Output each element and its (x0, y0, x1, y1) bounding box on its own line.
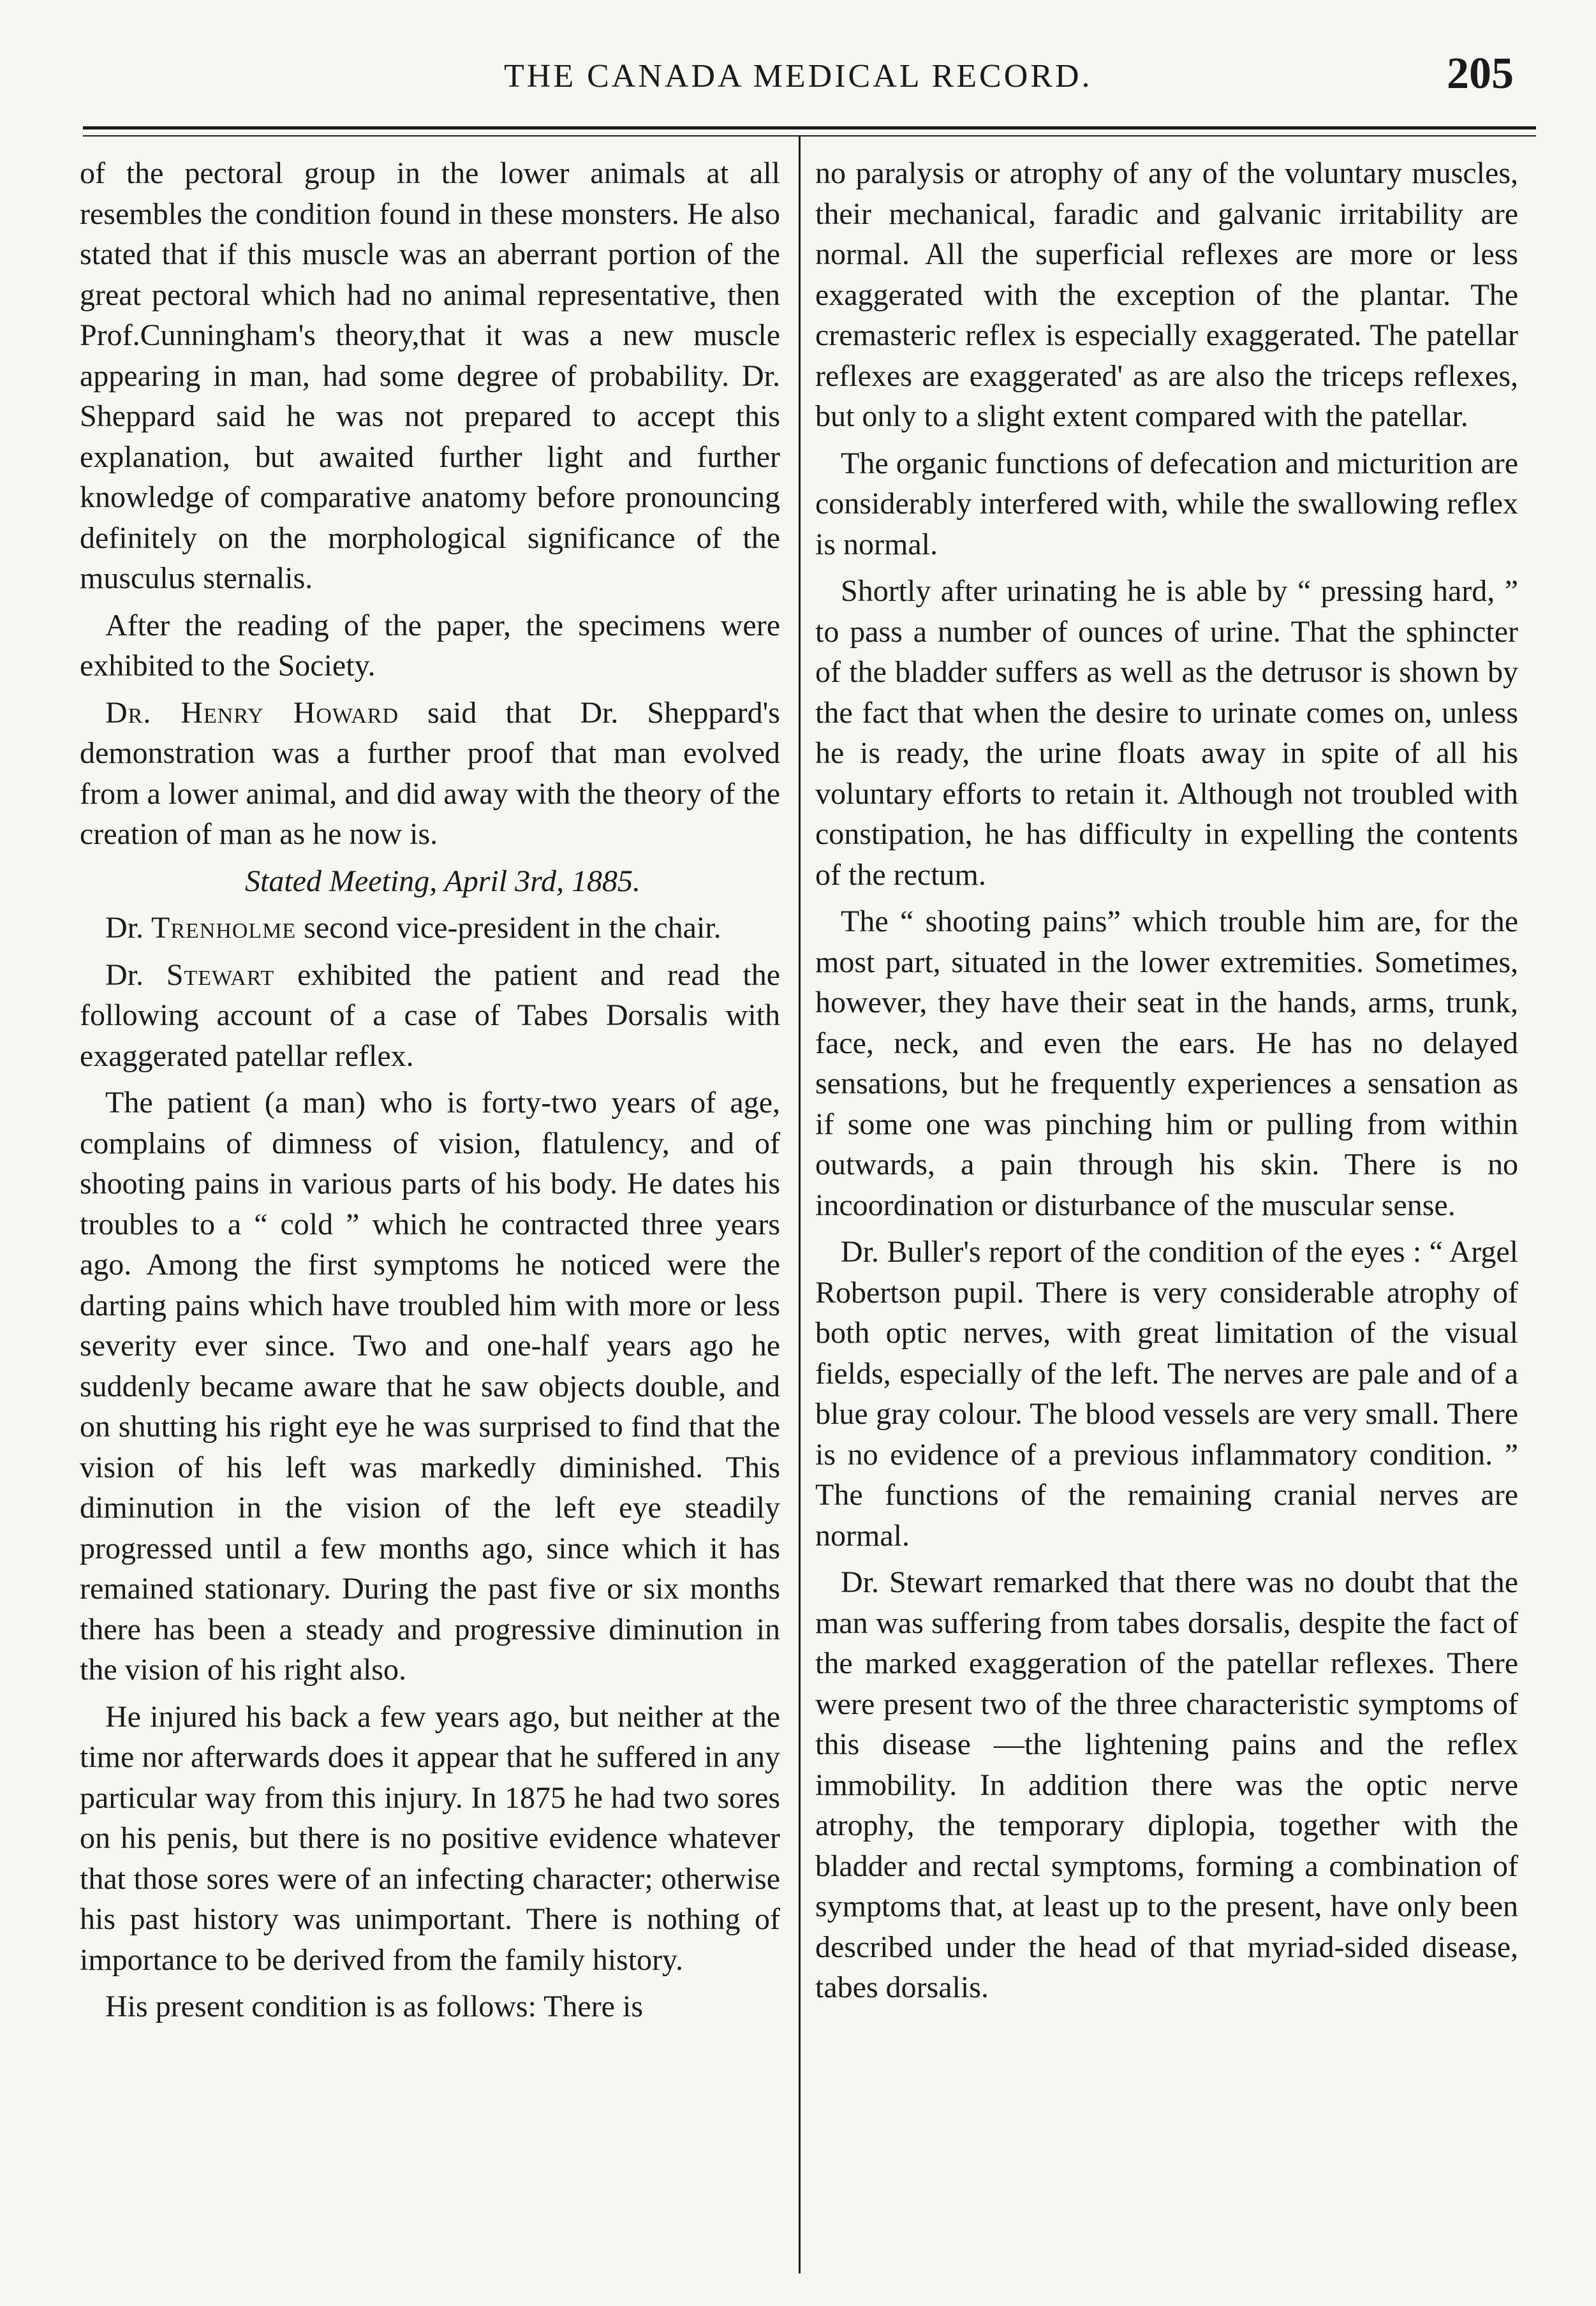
paragraph: He injured his back a few years ago, but neither at the time nor afterwards does it appear that he suffered in any particular way from this injury. In 1875 he had two sores on his penis, but there is no positive evidence whatever that those sores were of an infecting character; otherwise his past history was unimportant. There is nothing of importance to be derived from the family history. (80, 1699, 780, 1977)
paragraph (80, 693, 780, 855)
right-column (815, 153, 1518, 2014)
paragraph: Shortly after urinating he is able by “ pressing hard, ” to pass a number of ounces of urine. That the sphincter of the bladder suffers as well as the detrusor is shown by the fact that when the desire to urinate comes on, unless he is ready, the urine floats away in spite of all his voluntary efforts to retain it. Although not troubled with constipation, he has difficulty in expelling the contents of the rectum. (815, 574, 1518, 892)
paragraph: The “ shooting pains” which trouble him are, for the most part, situated in the lower extremities. Sometimes, however, they have their seat in the hands, arms, trunk, face, neck, and even the ears. He has no delayed sensations, but he frequently experiences a sensation as if some one was pinching him or pulling from within outwards, a pain through his skin. There is no incoordination or disturbance of the muscular sense. (815, 905, 1518, 1222)
column-divider (799, 137, 801, 2273)
paragraph-text: said that Dr. Sheppard's demonstration was a further proof that man evolved from a lower animal, and did away with the theory of the creation of man as he now is. (80, 695, 780, 851)
speaker-name: Dr. Henry Howard (105, 695, 399, 730)
journal-title: THE CANADA MEDICAL RECORD. (504, 58, 1093, 94)
running-head (0, 40, 1596, 103)
paragraph: no paralysis or atrophy of any of the voluntary muscles, their mechanical, faradic and galvanic irritability are normal. All the superficial reflexes are more or less exaggerated with the exception of the plantar. The cremasteric reflex is especially exaggerated. The patellar reflexes are exaggerated' as are also the triceps reflexes, but only to a slight extent compared with the patellar. (815, 156, 1518, 433)
paragraph: The organic functions of defecation and micturition are considerably interfered with, while the swallowing reflex is normal. (815, 446, 1518, 561)
speaker-prefix: Dr. (105, 911, 151, 945)
header-rule-thin (83, 135, 1536, 137)
paragraph (80, 955, 780, 1077)
header-rule-thick (83, 126, 1536, 129)
paragraph: His present condition is as follows: There is (105, 1990, 643, 2023)
paragraph: Dr. Buller's report of the condition of the eyes : “ Argel Robertson pupil. There is very considerable atrophy of both optic nerves, with great limitation of the visual fields, especially of the left. The nerves are pale and of a blue gray colour. The blood vessels are very small. There is no evidence of a previous inflammatory condition. ” The functions of the remaining cranial nerves are normal. (815, 1235, 1518, 1553)
paragraph: After the reading of the paper, the specimens were exhibited to the Society. (80, 608, 780, 683)
paragraph: The patient (a man) who is forty-two years of age, complains of dimness of vision, flatulency, and of shooting pains in various parts of his body. He dates his troubles to a “ cold ” which he contracted three years ago. Among the first symptoms he noticed were the darting pains which have troubled him with more or less severity ever since. Two and one-half years ago he suddenly became aware that he saw objects double, and on shutting his right eye he was surprised to find that the vision of his left was markedly diminished. This diminution in the vision of the left eye steadily progressed until a few months ago, since which it has remained stationary. During the past five or six months there has been a steady and progressive diminution in the vision of his right also. (80, 1086, 780, 1687)
speaker-prefix: Dr. (105, 957, 166, 992)
paragraph-text: exhibited the patient and read the following account of a case of Tabes Dorsalis with exaggerated patellar reflex. (80, 957, 781, 1073)
paragraph (80, 908, 780, 949)
page-number: 205 (1447, 49, 1514, 98)
speaker-name: Stewart (166, 957, 275, 992)
paragraph-text: second vice-president in the chair. (296, 911, 721, 945)
speaker-name: Trenholme (151, 911, 297, 945)
left-column (80, 153, 780, 2034)
paragraph: Dr. Stewart remarked that there was no doubt that the man was suffering from tabes dorsalis, despite the fact of the marked exaggeration of the patellar reflexes. There were present two of the three characteristic symptoms of this disease —the lightening pains and the reflex immobility. In addition there was the optic nerve atrophy, the temporary diplopia, together with the bladder and rectal symptoms, forming a combination of symptoms that, at least up to the present, have only been described under the head of that myriad-sided disease, tabes dorsalis. (815, 1565, 1518, 2004)
paragraph: of the pectoral group in the lower animals at all resembles the condition found in these monsters. He also stated that if this muscle was an aberrant portion of the great pectoral which had no animal representative, then Prof.Cunningham's theory,that it was a new muscle appearing in man, had some degree of probability. Dr. Sheppard said he was not prepared to accept this explanation, but awaited further light and further knowledge of comparative anatomy before pronouncing definitely on the morphological significance of the musculus sternalis. (80, 156, 780, 595)
section-heading: Stated Meeting, April 3rd, 1885. (245, 864, 640, 898)
